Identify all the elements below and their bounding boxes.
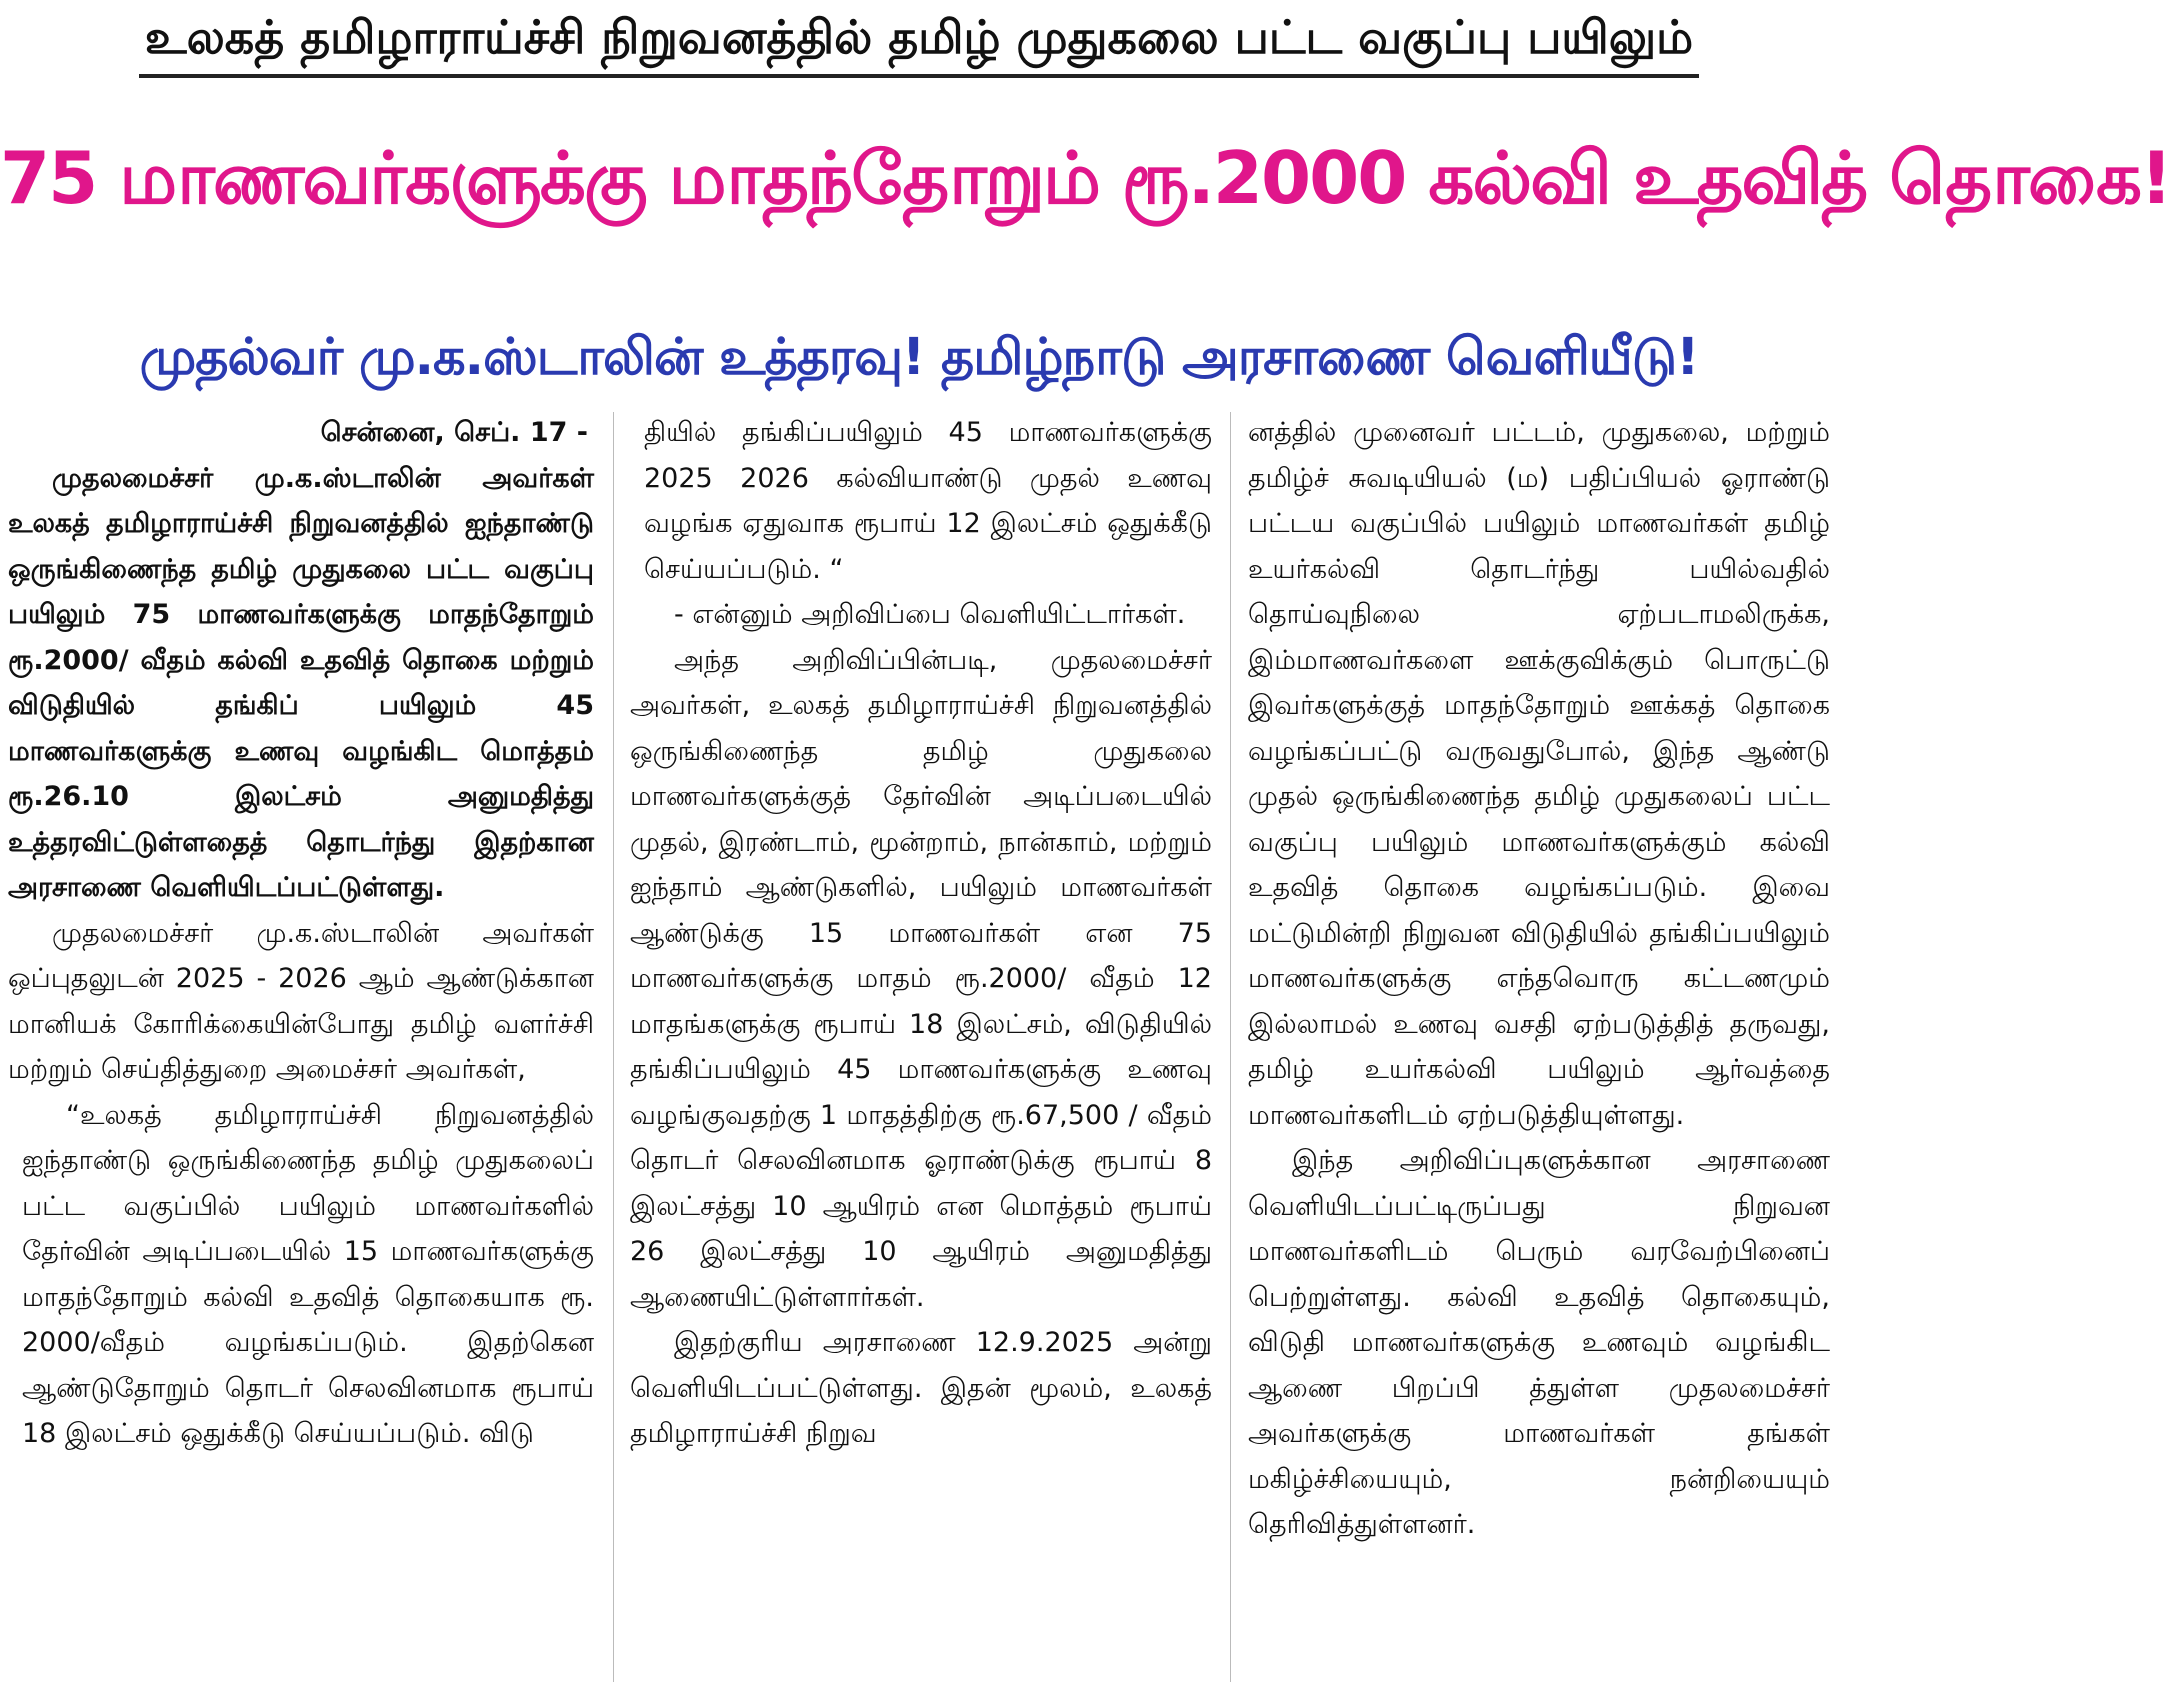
column-divider bbox=[613, 412, 614, 1682]
dateline: சென்னை, செப். 17 - bbox=[320, 417, 588, 448]
article-column-1 bbox=[8, 410, 594, 1457]
quote-paragraph: “உலகத் தமிழாராய்ச்சி நிறுவனத்தில் ஐந்தாண்டு ஒருங்கிணைந்த தமிழ் முதுகலைப் பட்ட வகுப்பில் பயிலும் மாணவர்களில் தேர்வின் அடிப்படையில் 15 மாணவர்களுக்கு மாதந்தோறும் கல்வி உதவித் தொகையாக ரூ. 2000/வீதம் வழங்கப்படும். இதற்கென ஆண்டுதோறும் தொடர் செலவினமாக ரூபாய் 18 இலட்சம் ஒதுக்கீடு செய்யப்படும். விடு bbox=[22, 1099, 594, 1449]
article-column-2 bbox=[630, 410, 1212, 1457]
headline: 75 மாணவர்களுக்கு மாதந்தோறும் ரூ.2000 கல்வி உதவித் தொகை! bbox=[0, 136, 2171, 220]
kicker-text: உலகத் தமிழாராய்ச்சி நிறுவனத்தில் தமிழ் முதுகலை பட்ட வகுப்பு பயிலும் bbox=[139, 2, 1699, 78]
article-column-3 bbox=[1248, 410, 1830, 1548]
body-paragraph: - என்னும் அறிவிப்பை வெளியிட்டார்கள். bbox=[674, 599, 1186, 630]
body-paragraph: அந்த அறிவிப்பின்படி, முதலமைச்சர் அவர்கள், உலகத் தமிழாராய்ச்சி நிறுவனத்தில் ஒருங்கிணைந்த தமிழ் முதுகலை மாணவர்களுக்குத் தேர்வின் அடிப்படையில் முதல், இரண்டாம், மூன்றாம், நான்காம், மற்றும் ஐந்தாம் ஆண்டுகளில், பயிலும் மாணவர்கள் ஆண்டுக்கு 15 மாணவர்கள் என 75 மாணவர்களுக்கு மாதம் ரூ.2000/ வீதம் 12 மாதங்களுக்கு ரூபாய் 18 இலட்சம், விடுதியில் தங்கிப்பயிலும் 45 மாணவர்களுக்கு உணவு வழங்குவதற்கு 1 மாதத்திற்கு ரூ.67,500 / வீதம் தொடர் செலவினமாக ஓராண்டுக்கு ரூபாய் 8 இலட்சத்து 10 ஆயிரம் என மொத்தம் ரூபாய் 26 இலட்சத்து 10 ஆயிரம் அனுமதித்து ஆணையிட்டுள்ளார்கள். bbox=[630, 644, 1212, 1313]
lead-paragraph: முதலமைச்சர் மு.க.ஸ்டாலின் அவர்கள் உலகத் தமிழாராய்ச்சி நிறுவனத்தில் ஐந்தாண்டு ஒருங்கிணைந்த தமிழ் முதுகலை பட்ட வகுப்பு பயிலும் 75 மாணவர்களுக்கு மாதந்தோறும் ரூ.2000/ வீதம் கல்வி உதவித் தொகை மற்றும் விடுதியில் தங்கிப் பயிலும் 45 மாணவர்களுக்கு உணவு வழங்கிட மொத்தம் ரூ.26.10 இலட்சம் அனுமதித்து உத்தரவிட்டுள்ளதைத் தொடர்ந்து இதற்கான அரசாணை வெளியிடப்பட்டுள்ளது. bbox=[8, 462, 594, 903]
body-paragraph: இந்த அறிவிப்புகளுக்கான அரசாணை வெளியிடப்பட்டிருப்பது நிறுவன மாணவர்களிடம் பெரும் வரவேற்பினைப் பெற்றுள்ளது. கல்வி உதவித் தொகையும், விடுதி மாணவர்களுக்கு உணவும் வழங்கிட ஆணை பிறப்பி த்துள்ள முதலமைச்சர் அவர்களுக்கு மாணவர்கள் தங்கள் மகிழ்ச்சியையும், நன்றியையும் தெரிவித்துள்ளனர். bbox=[1248, 1145, 1830, 1540]
column-divider bbox=[1230, 412, 1231, 1682]
body-paragraph: னத்தில் முனைவர் பட்டம், முதுகலை, மற்றும் தமிழ்ச் சுவடியியல் (ம) பதிப்பியல் ஓராண்டு பட்டய வகுப்பில் பயிலும் மாணவர்கள் தமிழ் உயர்கல்வி தொடர்ந்து பயில்வதில் தொய்வுநிலை ஏற்படாமலிருக்க, இம்மாணவர்களை ஊக்குவிக்கும் பொருட்டு இவர்களுக்குத் மாதந்தோறும் ஊக்கத் தொகை வழங்கப்பட்டு வருவதுபோல், இந்த ஆண்டு முதல் ஒருங்கிணைந்த தமிழ் முதுகலைப் பட்ட வகுப்பு பயிலும் மாணவர்களுக்கும் கல்வி உதவித் தொகை வழங்கப்படும். இவை மட்டுமின்றி நிறுவன விடுதியில் தங்கிப்பயிலும் மாணவர்களுக்கு எந்தவொரு கட்டணமும் இல்லாமல் உணவு வசதி ஏற்படுத்தித் தருவது, தமிழ் உயர்கல்வி பயிலும் ஆர்வத்தை மாணவர்களிடம் ஏற்படுத்தியுள்ளது. bbox=[1248, 417, 1830, 1131]
body-paragraph: இதற்குரிய அரசாணை 12.9.2025 அன்று வெளியிடப்பட்டுள்ளது. இதன் மூலம், உலகத் தமிழாராய்ச்சி நிறுவ bbox=[630, 1327, 1212, 1449]
kicker-line bbox=[0, 2, 1838, 78]
subheadline: முதல்வர் மு.க.ஸ்டாலின் உத்தரவு! தமிழ்நாடு அரசாணை வெளியீடு! bbox=[139, 328, 1699, 387]
quote-continuation: தியில் தங்கிப்பயிலும் 45 மாணவர்களுக்கு 2025 2026 கல்வியாண்டு முதல் உணவு வழங்க ஏதுவாக ரூபாய் 12 இலட்சம் ஒதுக்கீடு செய்யப்படும். “ bbox=[644, 417, 1212, 585]
body-paragraph: முதலமைச்சர் மு.க.ஸ்டாலின் அவர்கள் ஒப்புதலுடன் 2025 - 2026 ஆம் ஆண்டுக்கான மானியக் கோரிக்கையின்போது தமிழ் வளர்ச்சி மற்றும் செய்தித்துறை அமைச்சர் அவர்கள், bbox=[8, 917, 594, 1085]
